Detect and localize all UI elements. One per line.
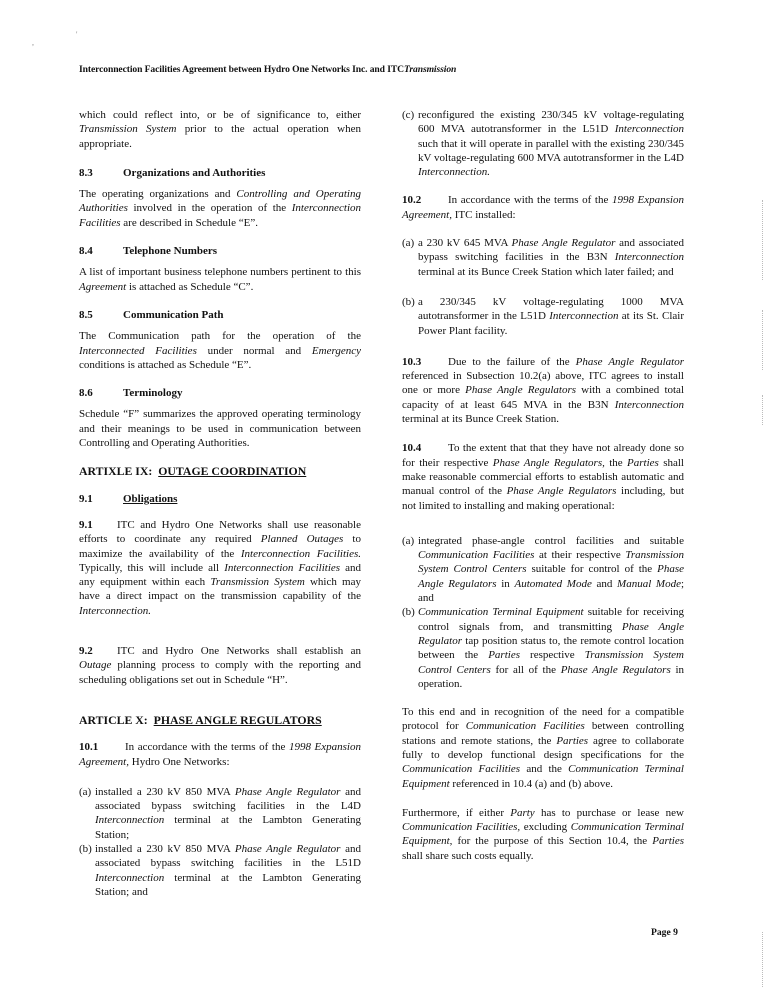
- list-item: (a) integrated phase-angle control facilities and suitable Communication Facilities at their respective Transmission System Control Centers suitable for control of the Phase Angle Regulators in Automated Mode and Manual Mode; and: [402, 534, 685, 605]
- section-heading: 9.1 Obligations: [79, 492, 178, 505]
- scan-mark: ': [76, 30, 78, 39]
- paragraph: Schedule “F” summarizes the approved operating terminology and their meanings to be used in communication between Controlling and Operating Authorities.: [79, 408, 361, 450]
- paragraph: 9.2 ITC and Hydro One Networks shall establish an Outage planning process to comply with the reporting and scheduling obligations set out in Schedule “H”.: [79, 645, 361, 686]
- list-item: (b) a 230/345 kV voltage-regulating 1000 MVA autotransformer in the L51D Interconnection at its St. Clair Power Plant facility.: [402, 295, 685, 337]
- list-item: (b) Communication Terminal Equipment suitable for receiving control signals from, and transmitting Phase Angle Regulator tap position status to, the remote control location between the Parties respective Transmission System Control Centers for all of the Phase Angle Regulators in operation.: [402, 606, 684, 690]
- paragraph: 10.1 In accordance with the terms of the 1998 Expansion Agreement, Hydro One Networks:: [79, 741, 361, 768]
- paragraph: Furthermore, if either Party has to purchase or lease new Communication Facilities, excluding Communication Terminal Equipment, for the purpose of this Section 10.4, the Parties shall share such costs equally.: [402, 806, 684, 862]
- right-column: [402, 108, 684, 863]
- left-column: [79, 108, 361, 899]
- paragraph: 9.1 ITC and Hydro One Networks shall use reasonable efforts to coordinate any required Planned Outages to maximize the availability of the Interconnection Facilities. Typically, this will include all Interconnection Facilities and any equipment within each Transmission System which may have a direct impact on the transmission capability of the Interconnection.: [79, 518, 362, 617]
- scan-edge: [762, 395, 764, 425]
- section-heading: 8.3 Organizations and Authorities: [79, 166, 266, 179]
- scan-edge: [762, 932, 764, 987]
- paragraph: The operating organizations and Controlling and Operating Authorities involved in the operation of the Interconnection Facilities are described in Schedule “E”.: [79, 188, 361, 229]
- section-heading: 8.6 Terminology: [79, 387, 183, 400]
- scan-mark: ,: [32, 38, 34, 47]
- section-heading: 8.4 Telephone Numbers: [79, 245, 218, 258]
- paragraph: 10.2 In accordance with the terms of the 1998 Expansion Agreement, ITC installed:: [402, 194, 684, 221]
- scan-edge: [762, 310, 764, 370]
- paragraph: 10.3 Due to the failure of the Phase Angle Regulator referenced in Subsection 10.2(a) above, ITC agrees to install one or more Phase Angle Regulators with a combined total capacity of at least 645 MVA in the B3N Interconnection terminal at its Bunce Creek Station.: [402, 355, 684, 426]
- paragraph: The Communication path for the operation of the Interconnected Facilities under normal and Emergency conditions is attached as Schedule “E”.: [79, 330, 361, 371]
- paragraph: 10.4 To the extent that that they have not already done so for their respective Phase Angle Regulators, the Parties shall make reasonable commercial efforts to establish automatic and manual control of the Phase Angle Regulators including, but not limited to installing and making operational:: [402, 442, 684, 512]
- page-number: Page 9: [651, 927, 678, 938]
- article-heading: ARTIXLE IX: OUTAGE COORDINATION: [79, 464, 307, 479]
- list-item: (c) reconfigured the existing 230/345 kV voltage-regulating 600 MVA autotransformer in the L51D Interconnection such that it will operate in parallel with the existing 230/345 kV voltage-regulating 600 MVA autotransformer in the L4D Interconnection.: [402, 109, 684, 179]
- list-item: (a) a 230 kV 645 MVA Phase Angle Regulator and associated bypass switching facilities in the B3N Interconnection terminal at its Bunce Creek Station which later failed; and: [402, 237, 684, 278]
- list-item: (a) installed a 230 kV 850 MVA Phase Angle Regulator and associated bypass switching facilities in the L4D Interconnection terminal at the Lambton Generating Station;: [79, 785, 361, 841]
- paragraph: which could reflect into, or be of significance to, either Transmission System prior to the actual operation when appropriate.: [79, 109, 361, 150]
- paragraph: A list of important business telephone numbers pertinent to this Agreement is attached as Schedule “C”.: [79, 266, 361, 293]
- list-item: (b) installed a 230 kV 850 MVA Phase Angle Regulator and associated bypass switching facilities in the L51D Interconnection terminal at the Lambton Generating Station; and: [79, 842, 361, 898]
- section-heading: 8.5 Communication Path: [79, 308, 224, 321]
- running-header: Interconnection Facilities Agreement between Hydro One Networks Inc. and ITCTransmission: [79, 64, 457, 75]
- article-heading: ARTICLE X: PHASE ANGLE REGULATORS: [79, 712, 322, 727]
- scan-edge: [762, 200, 764, 280]
- paragraph: To this end and in recognition of the need for a compatible protocol for Communication Facilities between controlling stations and remote stations, the Parties agree to collaborate fully to develop functional design specifications for the Communication Facilities and the Communication Terminal Equipment referenced in 10.4 (a) and (b) above.: [402, 706, 685, 790]
